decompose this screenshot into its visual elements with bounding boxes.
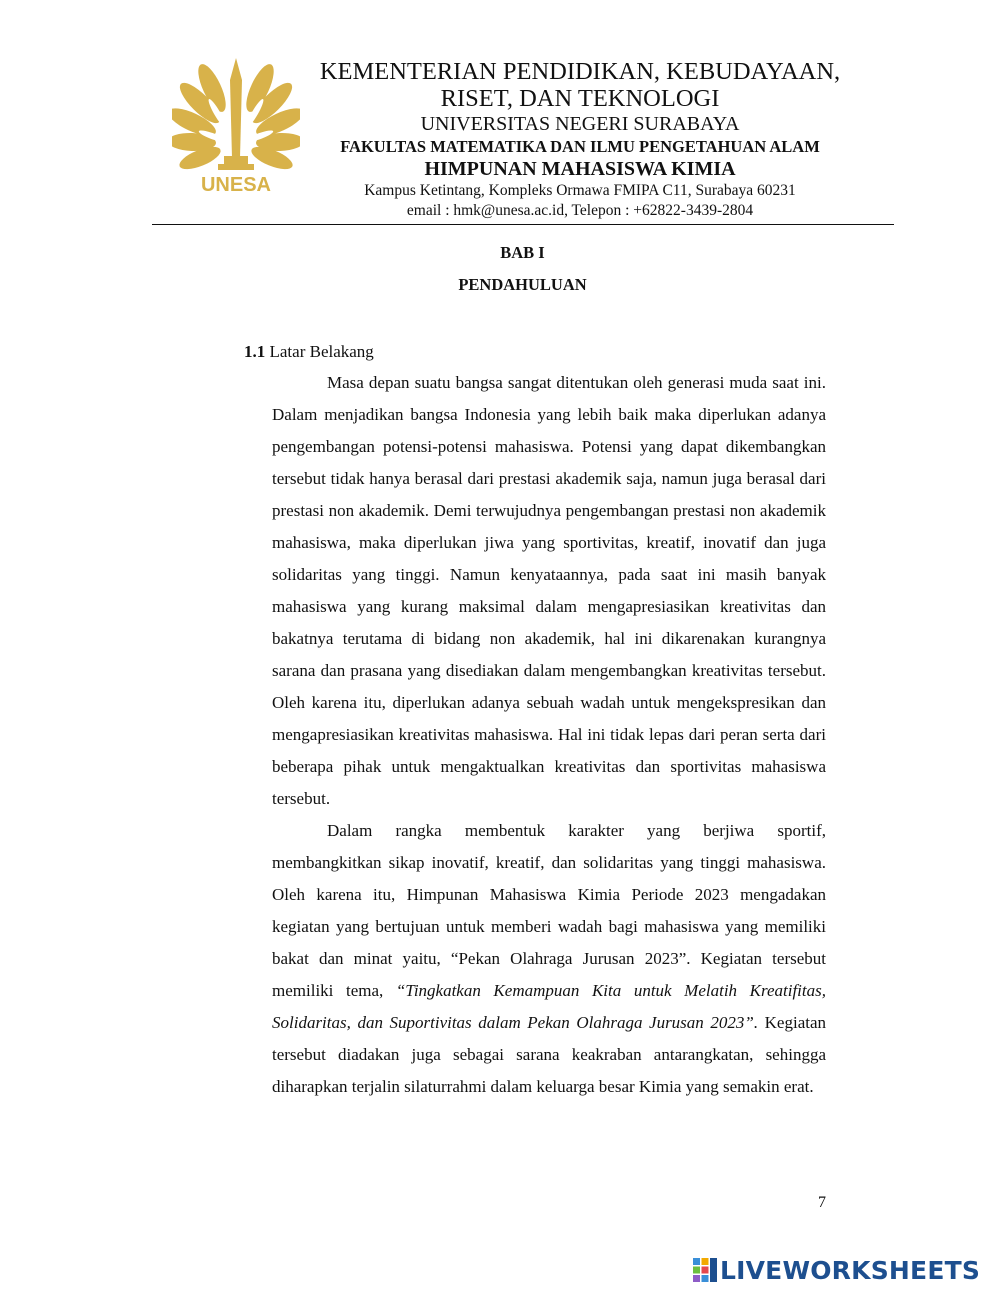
paragraph-2-end: Kegiatan tersebut diadakan juga sebagai sarana keakraban antarangkatan, sehingga diharapkan terjalin silaturrahmi dalam keluarga besar Kimia yang semakin erat.	[272, 1013, 827, 1096]
section-title: Latar Belakang	[269, 342, 374, 361]
liveworksheets-icon	[692, 1257, 718, 1283]
header-university: UNIVERSITAS NEGERI SURABAYA	[420, 113, 740, 135]
header-organization: HIMPUNAN MAHASISWA KIMIA	[424, 158, 736, 180]
paragraph-2	[272, 815, 826, 1103]
liveworksheets-watermark	[692, 1256, 980, 1284]
chapter-number: BAB I	[500, 243, 545, 262]
logo-text: UNESA	[200, 174, 272, 196]
unesa-logo	[172, 58, 300, 198]
header-ministry-line1: KEMENTERIAN PENDIDIKAN, KEBUDAYAAN,	[319, 58, 841, 85]
header-divider	[152, 224, 894, 225]
paragraph-2-start: Dalam rangka membentuk karakter yang berjiwa sportif, membangkitkan sikap inovatif, kreatif, dan solidaritas yang tinggi mahasiswa. Oleh karena itu, Himpunan Mahasiswa Kimia Periode 2023 mengadakan kegiatan yang bertujuan untuk memberi wadah bagi mahasiswa yang memiliki bakat dan minat yaitu, “Pekan Olahraga Jurusan 2023”. Kegiatan tersebut memiliki tema,	[272, 821, 826, 1000]
section-number: 1.1	[244, 342, 266, 361]
chapter-title: PENDAHULUAN	[458, 275, 587, 294]
header-ministry-line2: RISET, DAN TEKNOLOGI	[440, 85, 720, 112]
liveworksheets-text: LIVEWORKSHEETS	[720, 1255, 981, 1285]
body-text	[272, 367, 826, 1103]
event-theme: “Tingkatkan Kemampuan Kita untuk Melatih Kreatifitas, Solidaritas, dan Suportivitas dalam Pekan Olahraga Jurusan 2023”.	[272, 981, 826, 1032]
header-address: Kampus Ketintang, Kompleks Ormawa FMIPA C11, Surabaya 60231	[364, 182, 796, 199]
header-contact: email : hmk@unesa.ac.id, Telepon : +62822-3439-2804	[406, 202, 754, 219]
paragraph-1: Masa depan suatu bangsa sangat ditentukan oleh generasi muda saat ini. Dalam menjadikan bangsa Indonesia yang lebih baik maka diperlukan adanya pengembangan potensi-potensi mahasiswa. Potensi yang dapat dikembangkan tersebut tidak hanya berasal dari prestasi akademik saja, namun juga berasal dari prestasi non akademik. Demi terwujudnya pengembangan prestasi non akademik mahasiswa, maka diperlukan jiwa yang sportivitas, kreatif, inovatif dan juga solidaritas yang tinggi. Namun kenyataannya, pada saat ini masih banyak mahasiswa yang kurang maksimal dalam mengapresiasikan kreativitas dan bakatnya terutama di bidang non akademik, hal ini dikarenakan kurangnya sarana dan prasana yang disediakan dalam mengembangkan kreativitas tersebut. Oleh karena itu, diperlukan adanya sebuah wadah untuk mengekspresikan dan mengapresiasikan kreativitas mahasiswa. Hal ini tidak lepas dari peran serta dari beberapa pihak untuk mengaktualkan kreativitas dan sportivitas mahasiswa tersebut.	[272, 373, 826, 808]
header-faculty: FAKULTAS MATEMATIKA DAN ILMU PENGETAHUAN ALAM	[340, 137, 820, 156]
page-number: 7	[818, 1194, 826, 1211]
section-heading	[244, 341, 374, 363]
